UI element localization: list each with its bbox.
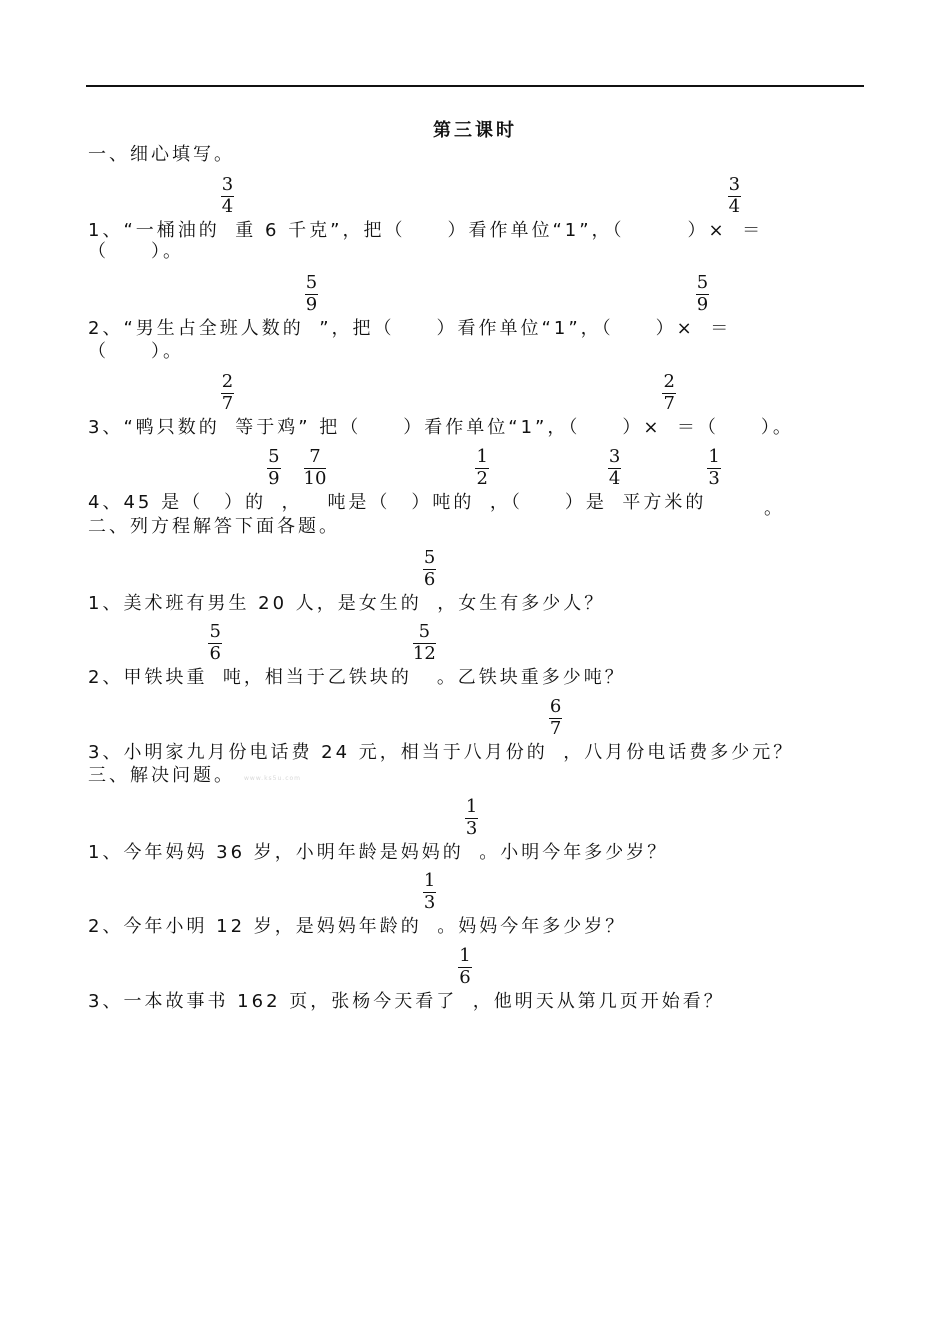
q-text: ，他明天从第几页开始看？ xyxy=(472,991,725,1012)
q-text: ＝ xyxy=(710,318,732,339)
page-title: 第三课时 xyxy=(433,120,517,141)
q-text: 重 6 千克”，把（ ）看作单位“1”，（ ）× xyxy=(235,220,727,241)
s3-question-3 xyxy=(88,945,725,1012)
q-text: 3、一本故事书 162 页，张杨今天看了 xyxy=(88,991,458,1012)
fraction: $\frac{2}{7}$ xyxy=(663,371,675,414)
q-text: 2、甲铁块重 xyxy=(88,667,208,688)
fraction: $\frac{1}{2}$ xyxy=(476,446,488,489)
s2-question-3 xyxy=(88,696,795,763)
q-text: 。乙铁块重多少吨？ xyxy=(436,667,626,688)
q-text: 3、“鸭只数的 xyxy=(88,417,220,438)
fraction: $\frac{1}{3}$ xyxy=(423,870,436,913)
fraction: $\frac{1}{3}$ xyxy=(465,796,478,839)
watermark: www.ks5u.com xyxy=(244,775,302,782)
fraction: $\frac{1}{3}$ xyxy=(708,446,720,489)
s3-question-1 xyxy=(88,796,669,863)
q-text: 1、美术班有男生 20 人，是女生的 xyxy=(88,593,422,614)
q-text: 等于鸡” 把（ ）看作单位“1”，（ ）× xyxy=(235,417,662,438)
s3-question-2 xyxy=(88,870,627,937)
q-text: 平方米的 xyxy=(622,492,707,513)
s1-question-2 xyxy=(88,272,732,339)
q-text: 1、今年妈妈 36 岁，小明年龄是妈妈的 xyxy=(88,842,464,863)
q-text: 2、今年小明 12 岁，是妈妈年龄的 xyxy=(88,916,422,937)
fraction: $\frac{2}{7}$ xyxy=(221,371,234,414)
s1-question-1-cont: （ ）。 xyxy=(88,241,184,262)
fraction: $\frac{6}{7}$ xyxy=(549,696,562,739)
fraction: $\frac{7}{10}$ xyxy=(303,446,327,489)
section2-heading: 二、列方程解答下面各题。 xyxy=(88,516,340,537)
section3-heading: 三、解决问题。 xyxy=(88,765,235,786)
q-text: ，女生有多少人？ xyxy=(437,593,606,614)
fraction: $\frac{3}{4}$ xyxy=(608,446,621,489)
q-text: 1、“一桶油的 xyxy=(88,220,220,241)
fraction: $\frac{5}{12}$ xyxy=(412,621,436,664)
q-text: ，（ ）是 xyxy=(489,492,607,513)
q-text: 3、小明家九月份电话费 24 元，相当于八月份的 xyxy=(88,742,548,763)
header-rule xyxy=(86,85,864,87)
q-text: 吨是（ ）吨的 xyxy=(327,492,475,513)
q-text: 4、45 是（ ）的 xyxy=(88,492,267,513)
q-text: ＝ xyxy=(742,220,764,241)
s1-question-3 xyxy=(88,371,794,438)
q-text: 。小明今年多少岁？ xyxy=(479,842,669,863)
s2-question-2 xyxy=(88,621,626,688)
q-text: 吨，相当于乙铁块的 xyxy=(222,667,412,688)
s1-question-4 xyxy=(88,446,722,513)
q-text: ， xyxy=(281,492,303,513)
q-text: 2、“男生占全班人数的 xyxy=(88,318,304,339)
fraction: $\frac{1}{6}$ xyxy=(459,945,471,988)
fraction: $\frac{5}{9}$ xyxy=(268,446,280,489)
q-text: ＝（ ）。 xyxy=(676,417,794,438)
s2-question-1 xyxy=(88,547,606,614)
fraction: $\frac{5}{9}$ xyxy=(305,272,318,315)
fraction: $\frac{5}{6}$ xyxy=(209,621,221,664)
q4-end-mark: 。 xyxy=(764,498,782,519)
fraction: $\frac{5}{6}$ xyxy=(423,547,436,590)
s1-question-1 xyxy=(88,174,764,241)
fraction: $\frac{3}{4}$ xyxy=(728,174,741,217)
fraction: $\frac{3}{4}$ xyxy=(221,174,234,217)
q-text: ，八月份电话费多少元？ xyxy=(563,742,795,763)
q-text: 。妈妈今年多少岁？ xyxy=(437,916,627,937)
fraction: $\frac{5}{9}$ xyxy=(696,272,709,315)
s1-question-2-cont: （ ）。 xyxy=(88,341,184,362)
section1-heading: 一、细心填写。 xyxy=(88,144,235,165)
q-text: ”，把（ ）看作单位“1”，（ ）× xyxy=(319,318,695,339)
